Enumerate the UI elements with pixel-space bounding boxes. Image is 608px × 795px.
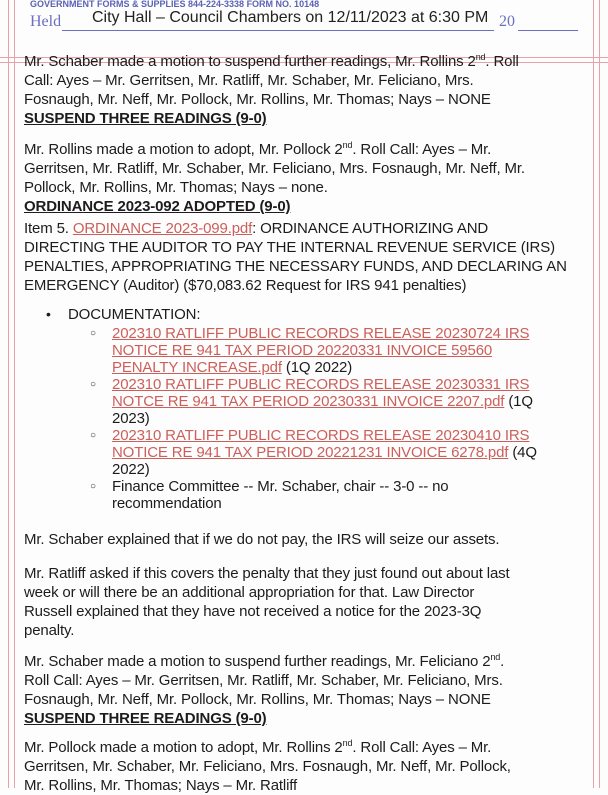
text-line xyxy=(24,757,511,776)
text-line xyxy=(112,342,529,359)
text: (4Q xyxy=(508,444,537,461)
year-label: 20 xyxy=(499,13,515,30)
text: penalty. xyxy=(24,622,75,639)
text-line xyxy=(112,495,448,512)
text: (1Q 2022) xyxy=(281,359,353,376)
held-label: Held xyxy=(30,13,62,30)
motion-suspend-2 xyxy=(24,652,504,728)
text: DIRECTING THE AUDITOR TO PAY THE INTERNAL REVENUE SERVICE (IRS) xyxy=(24,239,555,256)
text: Call: Ayes – Mr. Gerritsen, Mr. Ratliff, Mr. Schaber, Mr. Feliciano, Mrs. xyxy=(24,72,474,89)
hollow-bullet-icon: ○ xyxy=(90,430,97,441)
text-line xyxy=(24,621,510,640)
text: Mr. Rollins, Mr. Thomas; Nays – Mr. Ratliff xyxy=(24,777,298,794)
documentation-item xyxy=(112,376,533,427)
text: Russell explained that they have not received a notice for the 2023-3Q xyxy=(24,603,482,620)
motion-suspend-1 xyxy=(24,52,519,128)
text-line xyxy=(24,159,525,178)
text: Item 5. xyxy=(24,220,73,237)
text: Gerritsen, Mr. Ratliff, Mr. Schaber, Mr. Feliciano, Mrs. Fosnaugh, Mr. Neff, Mr. xyxy=(24,160,525,177)
text: . Roll Call: Ayes – Mr. xyxy=(352,141,492,158)
text-line xyxy=(24,238,567,257)
text: Pollock, Mr. Rollins, Mr. Thomas; Nays – none. xyxy=(24,179,328,196)
text: : ORDINANCE AUTHORIZING AND xyxy=(252,220,489,237)
text: . Roll Call: Ayes – Mr. xyxy=(352,739,492,756)
text-line xyxy=(24,583,510,602)
text-line xyxy=(112,325,529,342)
vote-result-heading: SUSPEND THREE READINGS (9-0) xyxy=(24,710,267,727)
text-line xyxy=(24,257,567,276)
text: . Roll xyxy=(485,53,519,70)
document-link[interactable]: ORDINANCE 2023-099.pdf xyxy=(72,220,253,237)
text-line xyxy=(24,738,511,757)
text: EMERGENCY (Auditor) ($70,083.62 Request for IRS 941 penalties) xyxy=(24,277,467,294)
vote-result-heading: SUSPEND THREE READINGS (9-0) xyxy=(24,110,267,127)
meeting-location: City Hall – Council Chambers on 12/11/2023 at 6:30 PM xyxy=(92,9,489,26)
text: week or will there be an additional appropriation for that. Law Director xyxy=(24,584,475,601)
text-line xyxy=(112,427,537,444)
text-line xyxy=(24,530,499,549)
document-link[interactable]: NOTICE RE 941 TAX PERIOD 20220331 INVOICE 59560 xyxy=(112,342,493,359)
documentation-item xyxy=(112,325,529,376)
left-margin-rule xyxy=(14,0,15,788)
text-line xyxy=(24,90,519,109)
document-link[interactable]: 202310 RATLIFF PUBLIC RECORDS RELEASE 20230724 IRS xyxy=(112,325,530,342)
ratliff-question xyxy=(24,564,510,640)
text: Mr. Schaber made a motion to suspend further readings, Mr. Feliciano 2 xyxy=(24,653,491,670)
right-margin-rule xyxy=(599,0,600,788)
ordinal-superscript: nd xyxy=(490,652,501,662)
right-margin-rule xyxy=(593,0,594,788)
documentation-heading xyxy=(68,305,200,324)
text: Mr. Schaber explained that if we do not pay, the IRS will seize our assets. xyxy=(24,531,500,548)
text: PENALTIES, APPROPRIATING THE NECESSARY FUNDS, AND DECLARING AN xyxy=(24,258,567,275)
text-line xyxy=(112,359,529,376)
documentation-item xyxy=(112,478,448,512)
hollow-bullet-icon: ○ xyxy=(90,379,97,390)
motion-adopt-2 xyxy=(24,738,511,795)
hollow-bullet-icon: ○ xyxy=(90,328,97,339)
text-line xyxy=(24,71,519,90)
ordinal-superscript: nd xyxy=(342,140,353,150)
text-line xyxy=(24,671,504,690)
text: Mr. Rollins made a motion to adopt, Mr. Pollock 2 xyxy=(24,141,343,158)
item-5 xyxy=(24,219,567,295)
text: Finance Committee -- Mr. Schaber, chair -- 3-0 -- no xyxy=(112,478,449,495)
vote-result-heading: ORDINANCE 2023-092 ADOPTED (9-0) xyxy=(24,198,291,215)
explained xyxy=(24,530,499,549)
text: recommendation xyxy=(112,495,222,512)
text-line xyxy=(24,52,519,71)
motion-adopt-1 xyxy=(24,140,525,216)
text: (1Q xyxy=(504,393,533,410)
document-link[interactable]: PENALTY INCREASE.pdf xyxy=(112,359,282,376)
text-line xyxy=(24,197,525,216)
left-margin-rule xyxy=(8,0,9,788)
text-line xyxy=(112,478,448,495)
held-blank-line xyxy=(62,30,494,31)
text-line xyxy=(24,776,511,795)
bullet-icon: • xyxy=(46,306,51,322)
text-line xyxy=(112,376,533,393)
text: Fosnaugh, Mr. Neff, Mr. Pollock, Mr. Rollins, Mr. Thomas; Nays – NONE xyxy=(24,91,491,108)
text-line xyxy=(24,602,510,621)
text-line xyxy=(24,178,525,197)
document-link[interactable]: NOTCE RE 941 TAX PERIOD 20230331 INVOICE 2207.pdf xyxy=(112,393,505,410)
text: Mr. Schaber made a motion to suspend further readings, Mr. Rollins 2 xyxy=(24,53,476,70)
text-line xyxy=(24,690,504,709)
text-line xyxy=(24,140,525,159)
text: 2023) xyxy=(112,410,150,427)
text-line xyxy=(112,410,533,427)
text: Gerritsen, Mr. Schaber, Mr. Feliciano, Mrs. Fosnaugh, Mr. Neff, Mr. Pollock, xyxy=(24,758,511,775)
text-line xyxy=(112,461,537,478)
documentation-item xyxy=(112,427,537,478)
text-line xyxy=(24,276,567,295)
text-line xyxy=(24,709,504,728)
document-link[interactable]: 202310 RATLIFF PUBLIC RECORDS RELEASE 20230331 IRS xyxy=(112,376,530,393)
text-line xyxy=(24,564,510,583)
text: Fosnaugh, Mr. Neff, Mr. Pollock, Mr. Rollins, Mr. Thomas; Nays – NONE xyxy=(24,691,491,708)
text: Roll Call: Ayes – Mr. Gerritsen, Mr. Ratliff, Mr. Schaber, Mr. Feliciano, Mrs. xyxy=(24,672,503,689)
document-link[interactable]: 202310 RATLIFF PUBLIC RECORDS RELEASE 20230410 IRS xyxy=(112,427,530,444)
hollow-bullet-icon: ○ xyxy=(90,481,97,492)
text: . xyxy=(500,653,505,670)
text: Mr. Pollock made a motion to adopt, Mr. Rollins 2 xyxy=(24,739,343,756)
text-line xyxy=(24,652,504,671)
form-supplier-line: GOVERNMENT FORMS & SUPPLIES 844-224-3338 FORM NO. 10148 xyxy=(30,0,320,9)
text: 2022) xyxy=(112,461,150,478)
text-line xyxy=(112,444,537,461)
ordinal-superscript: nd xyxy=(475,52,486,62)
year-blank-line xyxy=(518,30,578,31)
document-link[interactable]: NOTICE RE 941 TAX PERIOD 20221231 INVOICE 6278.pdf xyxy=(112,444,509,461)
text-line xyxy=(68,305,200,324)
text-line xyxy=(24,219,567,238)
text-line xyxy=(112,393,533,410)
text: DOCUMENTATION: xyxy=(68,306,201,323)
text: Mr. Ratliff asked if this covers the penalty that they just found out about last xyxy=(24,565,510,582)
text-line xyxy=(24,109,519,128)
ordinal-superscript: nd xyxy=(342,738,353,748)
